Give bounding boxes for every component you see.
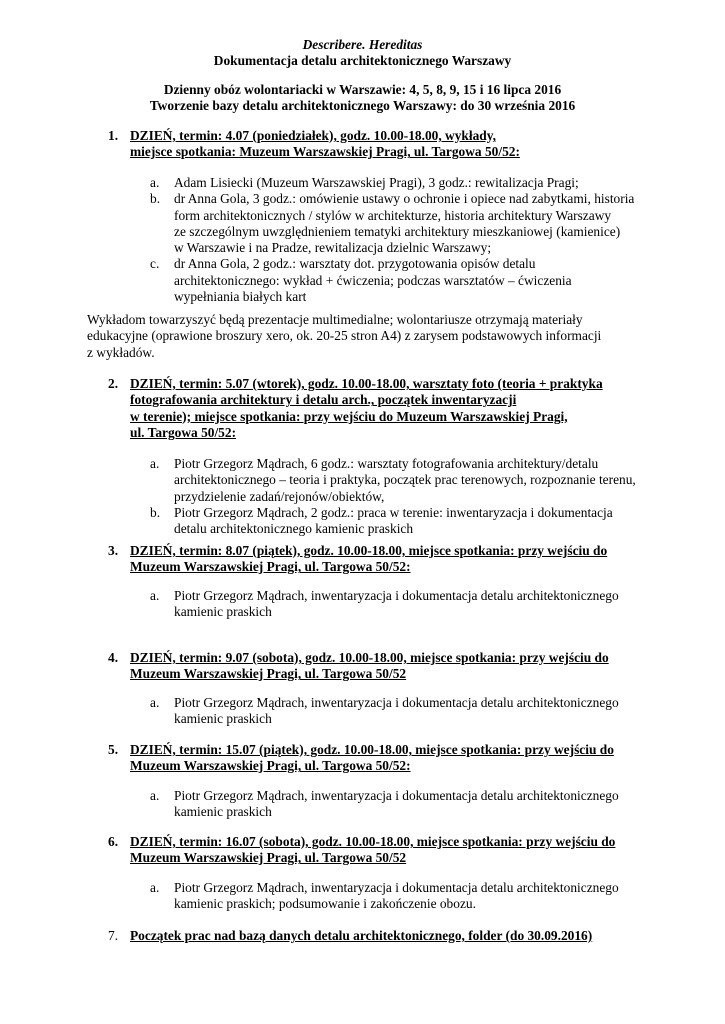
- day-3-items: [150, 588, 660, 621]
- list-item: [150, 256, 660, 305]
- item-line: kamienic praskich: [174, 711, 272, 727]
- item-line: architektonicznego – teoria i praktyka, początek prac terenowych, rozpoznanie terenu,: [174, 472, 636, 488]
- document-subheader: [0, 82, 725, 115]
- item-line: Piotr Grzegorz Mądrach, inwentaryzacja i dokumentacja detalu architektonicznego: [174, 588, 619, 603]
- item-line: kamienic praskich: [174, 804, 272, 820]
- day-title-line: ul. Targowa 50/52:: [130, 424, 237, 440]
- list-item: [150, 175, 660, 191]
- day-6-heading: [108, 834, 668, 867]
- item-line: Adam Lisiecki (Muzeum Warszawskiej Pragi), 3 godz.: rewitalizacja Pragi;: [174, 175, 579, 190]
- day-number: 5.: [108, 742, 119, 757]
- item-letter: c.: [150, 256, 160, 272]
- item-letter: a.: [150, 175, 160, 190]
- item-line: wypełniania białych kart: [174, 289, 307, 305]
- item-line: przydzielenie zadań/rejonów/obiektów,: [174, 488, 385, 504]
- day-1-items: [150, 175, 660, 305]
- list-item: [150, 880, 660, 913]
- day-title-line: Muzeum Warszawskiej Pragi, ul. Targowa 50/52:: [130, 559, 411, 575]
- item-letter: a.: [150, 695, 160, 710]
- item-line: kamienic praskich: [174, 604, 272, 620]
- day-title-line: DZIEŃ, termin: 4.07 (poniedziałek), godz. 10.00-18.00, wykłady,: [130, 128, 497, 143]
- item-line: Piotr Grzegorz Mądrach, inwentaryzacja i dokumentacja detalu architektonicznego: [174, 695, 619, 710]
- item-line: w Warszawie i na Pradze, rewitalizacja dzielnic Warszawy;: [174, 240, 492, 256]
- day-number: 2.: [108, 376, 119, 391]
- list-item: [150, 788, 660, 821]
- day-1-heading: [108, 128, 668, 161]
- note-line: edukacyjne (oprawione broszury xero, ok. 20-25 stron A4) z zarysem podstawowych informacji: [87, 328, 602, 344]
- day-5-heading: [108, 742, 668, 775]
- item-line: Piotr Grzegorz Mądrach, inwentaryzacja i dokumentacja detalu architektonicznego: [174, 880, 619, 895]
- day-number: 7.: [108, 928, 119, 943]
- item-letter: a.: [150, 880, 160, 895]
- lectures-note: [87, 312, 647, 361]
- item-letter: b.: [150, 191, 161, 207]
- list-item: [150, 456, 660, 505]
- day-title-line: DZIEŃ, termin: 8.07 (piątek), godz. 10.00-18.00, miejsce spotkania: przy wejściu do: [130, 543, 608, 558]
- day-title-line: Muzeum Warszawskiej Pragi, ul. Targowa 50/52: [130, 666, 407, 682]
- item-letter: a.: [150, 588, 160, 603]
- document-header: [0, 37, 725, 70]
- day-title-line: Początek prac nad bazą danych detalu architektonicznego, folder (do 30.09.2016): [130, 928, 593, 943]
- day-3-heading: [108, 543, 668, 576]
- list-item: [150, 505, 660, 538]
- day-number: 4.: [108, 650, 119, 665]
- day-title-line: Muzeum Warszawskiej Pragi, ul. Targowa 50/52:: [130, 758, 411, 774]
- day-title-line: DZIEŃ, termin: 9.07 (sobota), godz. 10.00-18.00, miejsce spotkania: przy wejściu do: [130, 650, 609, 665]
- day-title-line: miejsce spotkania: Muzeum Warszawskiej Pragi, ul. Targowa 50/52:: [130, 144, 520, 160]
- day-number: 1.: [108, 128, 119, 143]
- item-line: kamienic praskich; podsumowanie i zakończenie obozu.: [174, 896, 476, 912]
- day-title-line: Muzeum Warszawskiej Pragi, ul. Targowa 50/52: [130, 850, 407, 866]
- day-6-items: [150, 880, 660, 913]
- list-item: [150, 695, 660, 728]
- day-number: 6.: [108, 834, 119, 849]
- day-title-line: w terenie); miejsce spotkania: przy wejściu do Muzeum Warszawskiej Pragi,: [130, 408, 568, 424]
- item-line: dr Anna Gola, 2 godz.: warsztaty dot. przygotowania opisów detalu: [174, 256, 536, 272]
- day-4-heading: [108, 650, 668, 683]
- item-line: dr Anna Gola, 3 godz.: omówienie ustawy o ochronie i opiece nad zabytkami, historia: [174, 191, 635, 207]
- note-line: z wykładów.: [87, 344, 155, 360]
- day-2-items: [150, 456, 660, 537]
- list-item: [150, 191, 660, 256]
- day-2-heading: [108, 376, 668, 441]
- item-line: Piotr Grzegorz Mądrach, 2 godz.: praca w terenie: inwentaryzacja i dokumentacja: [174, 504, 613, 520]
- item-7-heading: [108, 928, 668, 944]
- database-deadline: Tworzenie bazy detalu architektonicznego Warszawy: do 30 września 2016: [149, 98, 576, 114]
- header-project-subtitle: Dokumentacja detalu architektonicznego Warszawy: [213, 53, 512, 69]
- list-item: [150, 588, 660, 621]
- note-line: Wykładom towarzyszyć będą prezentacje multimedialne; wolontariusze otrzymają materiały: [87, 312, 583, 327]
- day-title-line: DZIEŃ, termin: 16.07 (sobota), godz. 10.00-18.00, miejsce spotkania: przy wejściu do: [130, 834, 616, 849]
- day-title-line: DZIEŃ, termin: 5.07 (wtorek), godz. 10.00-18.00, warsztaty foto (teoria + praktyka: [130, 376, 603, 391]
- day-4-items: [150, 695, 660, 728]
- day-title-line: fotografowania architektury i detalu arch., początek inwentaryzacji: [130, 392, 517, 408]
- item-line: detalu architektonicznego kamienic praskich: [174, 521, 414, 537]
- day-title-line: DZIEŃ, termin: 15.07 (piątek), godz. 10.00-18.00, miejsce spotkania: przy wejściu do: [130, 742, 614, 757]
- header-project-name: Describere. Hereditas: [302, 37, 423, 52]
- item-letter: a.: [150, 456, 160, 471]
- item-letter: a.: [150, 788, 160, 803]
- item-line: ze szczególnym uwzględnieniem tematyki architektury mieszkaniowej (kamienice): [174, 223, 621, 239]
- item-line: Piotr Grzegorz Mądrach, inwentaryzacja i dokumentacja detalu architektonicznego: [174, 788, 619, 803]
- item-line: Piotr Grzegorz Mądrach, 6 godz.: warsztaty fotografowania architektury/detalu: [174, 456, 599, 471]
- item-line: form architektonicznych / stylów w architekturze, historia architektury Warszawy: [174, 207, 612, 223]
- day-5-items: [150, 788, 660, 821]
- item-line: architektonicznego: wykład + ćwiczenia; podczas warsztatów – ćwiczenia: [174, 272, 572, 288]
- day-number: 3.: [108, 543, 119, 558]
- item-letter: b.: [150, 504, 161, 520]
- camp-dates: Dzienny obóz wolontariacki w Warszawie: 4, 5, 8, 9, 15 i 16 lipca 2016: [163, 82, 562, 97]
